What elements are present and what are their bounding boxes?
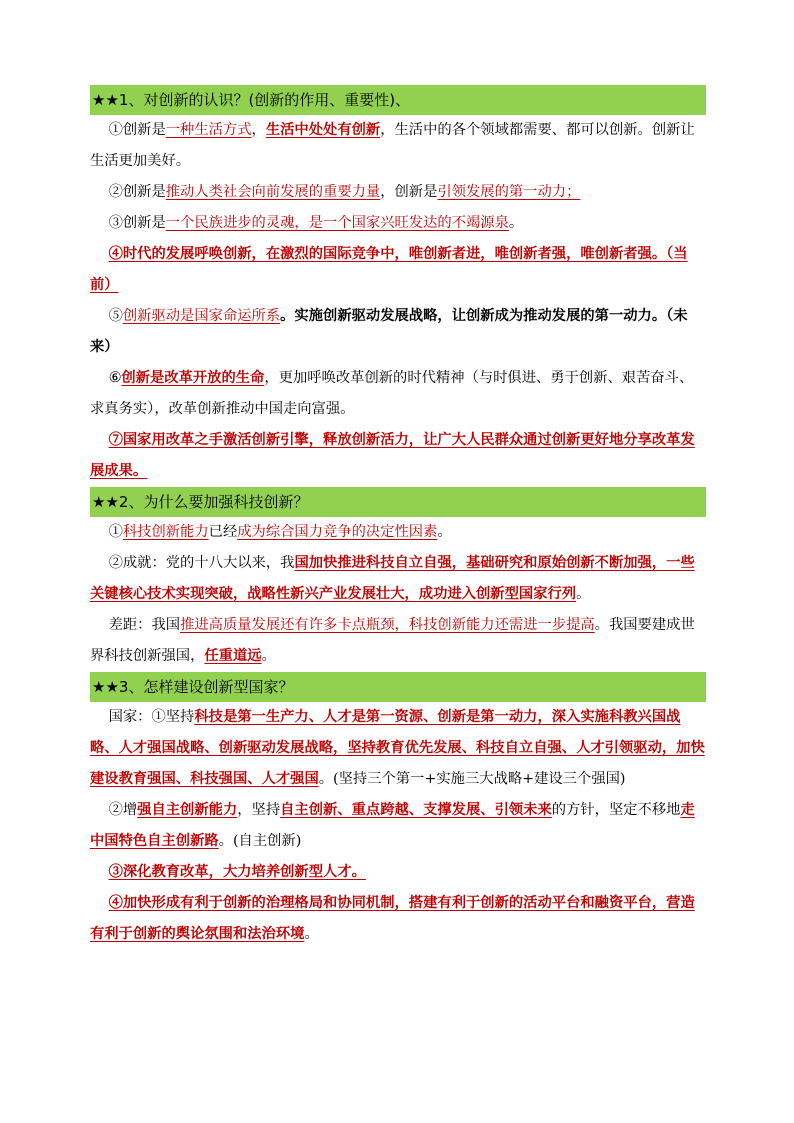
highlight-text-run: 推进高质量发展还有许多卡点瓶颈，科技创新能力还需进一步提高 xyxy=(180,617,595,633)
text-run: ，创新是 xyxy=(380,184,438,200)
text-run: 国家：①坚持 xyxy=(108,709,195,725)
text-run: 。 xyxy=(576,586,591,602)
text-run: 。 xyxy=(261,648,276,664)
text-run: ①创新是 xyxy=(108,122,166,138)
paragraph xyxy=(90,208,706,239)
paragraph xyxy=(90,425,706,487)
highlight-text-run: 引领发展的第一动力； xyxy=(437,184,581,200)
text-run: 已经 xyxy=(208,524,238,540)
text-run: ， xyxy=(251,122,266,138)
paragraph xyxy=(90,301,706,363)
text-run: 。(自主创新) xyxy=(218,833,302,849)
highlight-text-run: 成为综合国力竞争的决定性因素 xyxy=(237,524,438,540)
section-header: ★★1、对创新的认识？(创新的作用、重要性)、 xyxy=(90,85,706,115)
text-run: ②成就：党的十八大以来，我 xyxy=(108,555,295,571)
paragraph xyxy=(90,239,706,301)
paragraph xyxy=(90,177,706,208)
text-run: ②创新是 xyxy=(108,184,166,200)
paragraph xyxy=(90,610,706,672)
highlight-text-run: ④时代的发展呼唤创新，在激烈的国际竞争中，唯创新者进，唯创新者强，唯创新者强。（当前） xyxy=(90,246,688,293)
highlight-text-run: 。实施创新驱动发展战略，让创新成为推动发展的第一动力。（未来） xyxy=(90,308,688,355)
paragraph xyxy=(90,363,706,425)
text-run: 。 xyxy=(508,215,524,231)
text-run: ，坚持 xyxy=(237,802,281,818)
text-run: ③创新是 xyxy=(108,215,166,231)
text-run: ① xyxy=(108,524,123,540)
paragraph xyxy=(90,795,706,857)
paragraph xyxy=(90,548,706,610)
highlight-text-run: 创新是改革开放的生命 xyxy=(121,370,265,386)
highlight-text-run: 科技是第一生产力、人才是第一资源、创新是第一动力，深入实施科教兴国战略、人才强国战略、创新驱动发展战略，坚持教育优先发展、科技自立自强、人才引领驱动，加快建设教育强国、科技强国、人才强国 xyxy=(90,709,705,787)
text-run: 差距：我国 xyxy=(108,617,181,633)
text-run: 。 xyxy=(437,524,452,540)
highlight-text-run: 任重道远 xyxy=(204,648,262,664)
paragraph xyxy=(90,517,706,548)
highlight-text-run: 强自主创新能力 xyxy=(137,802,238,818)
section-header: ★★2、为什么要加强科技创新？ xyxy=(90,487,706,517)
text-run: ，更加呼唤改革创新的时代精神（与时俱进、勇于创新、艰苦奋斗、求真务实），改革创新推动中国走向富强。 xyxy=(90,370,694,417)
highlight-text-run: 走中国特色自主创新路 xyxy=(90,802,695,849)
document-body xyxy=(90,85,706,950)
highlight-text-run: 推动人类社会向前发展的重要力量 xyxy=(165,184,381,200)
text-run: 。我国要建成世界科技创新强国， xyxy=(90,617,695,664)
highlight-text-run: 自主创新、重点跨越、支撑发展、引领未来 xyxy=(280,802,552,818)
paragraph xyxy=(90,702,706,795)
highlight-text-run: 创新驱动是国家命运所系 xyxy=(122,308,281,324)
highlight-text-run: 国加快推进科技自立自强，基础研究和原始创新不断加强，一些关键核心技术实现突破，战略性新兴产业发展壮大，成功进入创新型国家行列 xyxy=(90,555,695,602)
highlight-text-run: 一种生活方式 xyxy=(165,122,252,138)
section-header: ★★3、怎样建设创新型国家？ xyxy=(90,672,706,702)
highlight-text-run: ⑦国家用改革之手激活创新引擎，释放创新活力，让广大人民群众通过创新更好地分享改革发展成果。 xyxy=(90,432,695,479)
text-run: 的方针，坚定不移地 xyxy=(551,802,681,818)
text-run: ，生活中的各个领域都需要、都可以创新。创新让生活更加美好。 xyxy=(90,122,695,169)
text-run: 。(坚持三个第一+实施三大战略+建设三个强国) xyxy=(318,771,626,787)
text-run: ⑤ xyxy=(108,308,123,324)
paragraph xyxy=(90,857,706,888)
text-run: ②增 xyxy=(108,802,138,818)
paragraph xyxy=(90,115,706,177)
text-run: ⑥ xyxy=(108,370,122,386)
highlight-text-run: 一个民族进步的灵魂，是一个国家兴旺发达的不竭源泉 xyxy=(165,215,509,231)
highlight-text-run: ③深化教育改革，大力培养创新型人才。 xyxy=(108,864,366,880)
highlight-text-run: 科技创新能力 xyxy=(122,524,209,540)
paragraph xyxy=(90,888,706,950)
highlight-text-run: 生活中处处有创新 xyxy=(265,122,381,138)
text-run: 。 xyxy=(304,926,319,942)
highlight-text-run: ④加快形成有利于创新的治理格局和协同机制，搭建有利于创新的活动平台和融资平台，营造有利于创新的舆论氛围和法治环境 xyxy=(90,895,695,942)
